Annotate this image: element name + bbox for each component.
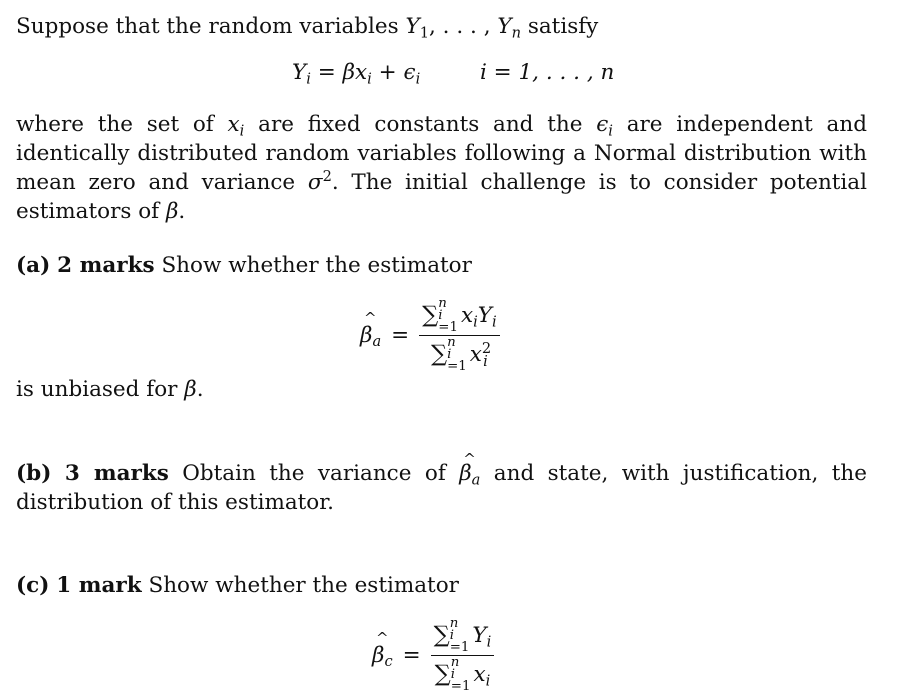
question-b-marks: 3 marks bbox=[64, 461, 169, 486]
model-equation: $Y_i = \beta x_i + \epsilon_i$ i = 1, . . . , n bbox=[292, 60, 615, 88]
question-a-label: (a) bbox=[16, 253, 51, 278]
estimator-c-formula: ^ $\beta_c$ = ∑ n i =1 $Y_i$ ∑ n i =1 $x_i$ bbox=[372, 618, 494, 693]
question-b-label: (b) bbox=[16, 461, 52, 486]
question-a-marks: 2 marks bbox=[57, 253, 155, 278]
question-a-text: Show whether the estimator bbox=[161, 253, 472, 278]
description-paragraph: where the set of $x_i$ are fixed constants and the $\epsilon_i$ are independent and identically distributed random variables following a Normal distribution with mean zero and variance $\sigma^2$. The initial challenge is to consider potential estimators of β. bbox=[16, 112, 868, 224]
question-a-followup: is unbiased for β. bbox=[16, 377, 204, 402]
question-c-marks: 1 mark bbox=[56, 573, 142, 598]
question-c-label: (c) bbox=[16, 573, 50, 598]
question-c-heading bbox=[16, 571, 867, 600]
intro-text: Suppose that the random variables $Y_1$, . . . , $Y_n$ satisfy bbox=[16, 14, 599, 42]
model-range: i = 1, . . . , n bbox=[479, 60, 615, 85]
estimator-a-formula: ^ $\beta_a$ = ∑ n i =1 $x_iY_i$ ∑ n i =1 $x^2_i$ bbox=[360, 298, 500, 373]
question-a-heading bbox=[16, 251, 867, 280]
question-c-text: Show whether the estimator bbox=[148, 573, 459, 598]
question-b-text: (b) 3 marks Obtain the variance of ^ $\beta_a$ and state, with justification, the distribution of this estimator. bbox=[16, 459, 867, 517]
